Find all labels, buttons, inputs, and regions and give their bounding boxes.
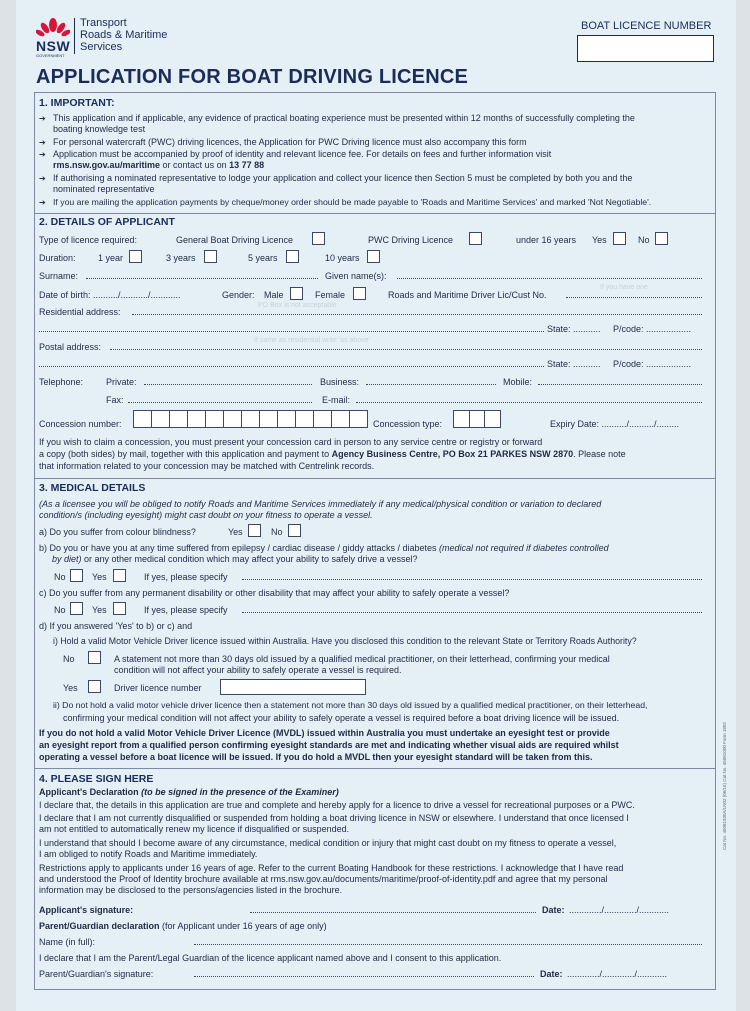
email-label: E-mail:	[322, 395, 351, 405]
medical-question-d-ii-2: confirming your medical condition will not affect your ability to safely operate a vessel is required before a boat driving licence will be issued.	[63, 713, 620, 723]
brand-line-3: Services	[80, 41, 123, 53]
general-licence-checkbox[interactable]	[312, 232, 325, 245]
arrow-icon: ➔	[39, 174, 46, 183]
under-16-no-label: No	[638, 235, 650, 245]
colour-blindness-yes-label: Yes	[228, 527, 243, 537]
brand-divider	[74, 18, 75, 54]
concession-type-label: Concession type:	[373, 419, 443, 429]
medical-question-b-2: by diet) or any other medical condition which may affect your ability to safely drive a vessel?	[52, 554, 418, 564]
driver-lic-cust-no-field[interactable]	[566, 290, 702, 298]
waratah-icon	[36, 18, 70, 40]
driver-licence-number-label: Driver licence number	[114, 683, 202, 693]
parent-guardian-heading: Parent/Guardian declaration (for Applicant under 16 years of age only)	[39, 921, 327, 931]
duration-10-years-label: 10 years	[325, 253, 360, 263]
brand-line-1: Transport	[80, 17, 127, 29]
medical-d-yes-checkbox[interactable]	[88, 680, 101, 693]
applicant-signature-label: Applicant's signature:	[39, 905, 134, 915]
medical-question-c: c) Do you suffer from any permanent disability or other disability that may affect your ability to safely operate a vessel?	[39, 588, 510, 598]
duration-5-years-checkbox[interactable]	[286, 250, 299, 263]
postal-address-label: Postal address:	[39, 342, 102, 352]
driver-licence-number-field[interactable]	[220, 679, 366, 695]
guardian-name-label: Name (in full):	[39, 937, 96, 947]
telephone-label: Telephone:	[39, 377, 84, 387]
concession-type-boxes[interactable]	[453, 410, 501, 428]
important-bullet-1-cont: boating knowledge test	[53, 124, 146, 134]
male-label: Male	[264, 290, 284, 300]
boat-licence-number-label: BOAT LICENCE NUMBER	[581, 20, 712, 32]
applicant-date-label: Date:	[542, 905, 565, 915]
medical-intro-2: condition/s (including eyesight) might cast doubt on your fitness to operate a vessel.	[39, 510, 373, 520]
surname-label: Surname:	[39, 271, 79, 281]
licence-type-label: Type of licence required:	[39, 235, 138, 245]
given-names-label: Given name(s):	[325, 271, 387, 281]
medical-c-yes-label: Yes	[92, 605, 107, 615]
concession-note-line-1: If you wish to claim a concession, you must present your concession card in person to any service centre or registry or forward	[39, 437, 543, 447]
applicant-declaration-heading: Applicant's Declaration (to be signed in the presence of the Examiner)	[39, 787, 339, 797]
arrow-icon: ➔	[39, 198, 46, 207]
under-16-yes-label: Yes	[592, 235, 607, 245]
medical-question-d: d) If you answered 'Yes' to b) or c) and	[39, 621, 193, 631]
declaration-paragraph-2b: am not entitled to automatically renew my licence if disqualified or suspended.	[39, 824, 350, 834]
guardian-date-field[interactable]: ............./............./............	[567, 969, 668, 979]
declaration-paragraph-1: I declare that, the details in this application are true and complete and hereby apply for a licence to drive a vessel for recreational purposes or a PWC.	[39, 800, 635, 810]
phone-number: 13 77 88	[229, 160, 265, 170]
fax-field[interactable]	[128, 395, 312, 403]
mobile-field[interactable]	[538, 377, 702, 385]
duration-3-years-checkbox[interactable]	[204, 250, 217, 263]
important-bullet-4: If authorising a nominated representative to lodge your application and collect your licence then Section 5 must be completed by both you and the	[53, 173, 633, 183]
medical-intro-1: (As a licensee you will be obliged to notify Roads and Maritime Services immediately if any medical/physical condition or variation to declared	[39, 499, 602, 509]
concession-expiry-field[interactable]: Expiry Date: ........../........../.........	[550, 419, 680, 429]
under-16-no-checkbox[interactable]	[655, 232, 668, 245]
business-phone-field[interactable]	[366, 377, 496, 385]
section-2-heading: 2. DETAILS OF APPLICANT	[39, 216, 175, 228]
concession-note-line-2: a copy (both sides) by mail, together with this application and payment to Agency Business Centre, PO Box 21 PARKES NSW 2870. Please note	[39, 449, 626, 459]
residential-address-label: Residential address:	[39, 307, 121, 317]
medical-statement-2: condition will not affect your ability to safely operate a vessel is required.	[114, 665, 402, 675]
postal-address-field[interactable]	[110, 342, 702, 350]
medical-question-b-1: b) Do you or have you at any time suffered from epilepsy / cardiac disease / giddy attacks / diabetes (medical not required if diabetes controlled	[39, 543, 609, 553]
eyesight-notice-1: If you do not hold a valid Motor Vehicle Driver Licence (MVDL) issued within Australia you must undertake an eyesight test or provide	[39, 728, 610, 738]
arrow-icon: ➔	[39, 150, 46, 159]
nsw-logo	[36, 18, 186, 58]
postal-hint: If same as residential write 'as above'	[254, 337, 370, 344]
residential-state-field[interactable]: State: ...........	[547, 324, 601, 334]
guardian-declaration: I declare that I am the Parent/Legal Guardian of the licence applicant named above and I consent to this application.	[39, 953, 502, 963]
concession-number-label: Concession number:	[39, 419, 122, 429]
declaration-paragraph-4c: information may be disclosed to the persons/agencies listed in the brochure.	[39, 885, 343, 895]
medical-d-no-checkbox[interactable]	[88, 651, 101, 664]
rms-link[interactable]: rms.nsw.gov.au/maritime	[53, 160, 161, 170]
applicant-signature-field[interactable]	[250, 905, 536, 913]
eyesight-notice-3: operating a vessel before a boat licence will be issued. If you do hold a MVDL then your eyesight standard will be taken from this.	[39, 752, 593, 762]
important-bullet-3-cont: rms.nsw.gov.au/maritime or contact us on 13 77 88	[53, 160, 265, 170]
driver-lic-cust-no-label: Roads and Maritime Driver Lic/Cust No.	[388, 290, 547, 300]
driver-lic-hint: If you have one	[600, 284, 648, 291]
medical-d-yes-label: Yes	[63, 683, 78, 693]
eyesight-notice-2: an eyesight report from a qualified person confirming eyesight standards are met and indicating whether visual aids are required whilst	[39, 740, 619, 750]
residential-address-line-2[interactable]	[39, 324, 544, 332]
duration-label: Duration:	[39, 253, 76, 263]
medical-b-specify-label: If yes, please specify	[144, 572, 228, 582]
fax-label: Fax:	[106, 395, 124, 405]
postal-state-field[interactable]: State: ...........	[547, 359, 601, 369]
medical-question-d-i: i) Hold a valid Motor Vehicle Driver licence issued within Australia. Have you disclosed this condition to the relevant State or Territory Roads Authority?	[53, 636, 637, 646]
medical-c-specify-field[interactable]	[242, 605, 702, 613]
duration-1-year-label: 1 year	[98, 253, 124, 263]
colour-blindness-question: a) Do you suffer from colour blindness?	[39, 527, 196, 537]
gender-label: Gender:	[222, 290, 255, 300]
application-form-page	[16, 0, 736, 1011]
pwc-licence-label: PWC Driving Licence	[368, 235, 454, 245]
page-title: APPLICATION FOR BOAT DRIVING LICENCE	[36, 66, 469, 88]
declaration-paragraph-4b: and understood the Proof of Identity brochure available at rms.nsw.gov.au/documents/maritime/proof-of-identity.pdf and agree that my personal	[39, 874, 608, 884]
boat-licence-number-field[interactable]	[577, 35, 714, 62]
colour-blindness-no-label: No	[271, 527, 283, 537]
duration-3-years-label: 3 years	[166, 253, 196, 263]
under-16-yes-checkbox[interactable]	[613, 232, 626, 245]
important-bullet-2: For personal watercraft (PWC) driving licences, the Application for PWC Driving licence must also accompany this form	[53, 137, 527, 147]
duration-1-year-checkbox[interactable]	[129, 250, 142, 263]
section-divider	[34, 213, 716, 214]
applicant-date-field[interactable]: ............./............./............	[569, 905, 670, 915]
mobile-label: Mobile:	[503, 377, 533, 387]
section-4-heading: 4. PLEASE SIGN HERE	[39, 773, 154, 785]
declaration-paragraph-3b: I am obliged to notify Roads and Maritime immediately.	[39, 849, 258, 859]
arrow-icon: ➔	[39, 138, 46, 147]
medical-statement-1: A statement not more than 30 days old issued by a qualified medical practitioner, on their letterhead, confirming your medical	[114, 654, 610, 664]
medical-c-no-label: No	[54, 605, 66, 615]
medical-c-no-checkbox[interactable]	[70, 602, 83, 615]
residential-address-field[interactable]	[132, 307, 702, 315]
declaration-paragraph-4a: Restrictions apply to applicants under 16 years of age. Refer to the current Boating Handbook for these restrictions. I acknowledge that I have read	[39, 863, 624, 873]
postal-address-line-2[interactable]	[39, 359, 544, 367]
medical-b-no-checkbox[interactable]	[70, 569, 83, 582]
postal-postcode-field[interactable]: P/code: ..................	[613, 359, 692, 369]
important-bullet-3: Application must be accompanied by proof of identity and relevant licence fee. For details on fees and further information visit	[53, 149, 552, 159]
concession-number-boxes[interactable]	[133, 410, 368, 428]
nsw-wordmark: NSW	[36, 38, 71, 54]
given-names-field[interactable]	[397, 271, 702, 279]
catalogue-number: Cat No. 45081930A/LN02 (06/16) Cat No. 45081000 Form 1802	[722, 722, 727, 850]
general-licence-label: General Boat Driving Licence	[176, 235, 294, 245]
agency-address: Agency Business Centre, PO Box 21 PARKES NSW 2870	[331, 449, 574, 459]
date-of-birth-field[interactable]: Date of birth: ........../.........../............	[39, 290, 181, 300]
important-bullet-5: If you are mailing the application payments by cheque/money order should be made payable to 'Roads and Maritime Services' and marked 'Not Negotiable'.	[53, 197, 652, 207]
under-16-label: under 16 years	[516, 235, 577, 245]
important-bullet-4-cont: nominated representative	[53, 184, 155, 194]
female-checkbox[interactable]	[353, 287, 366, 300]
guardian-signature-field[interactable]	[194, 969, 534, 977]
residential-hint: PO Box is not acceptable	[258, 302, 337, 309]
male-checkbox[interactable]	[290, 287, 303, 300]
email-field[interactable]	[356, 395, 702, 403]
pwc-licence-checkbox[interactable]	[469, 232, 482, 245]
important-bullet-1: This application and if applicable, any evidence of practical boating experience must be presented within 12 months of successfully completing the	[53, 113, 635, 123]
colour-blindness-yes-checkbox[interactable]	[248, 524, 261, 537]
guardian-name-field[interactable]	[194, 937, 702, 945]
medical-c-yes-checkbox[interactable]	[113, 602, 126, 615]
medical-b-specify-field[interactable]	[242, 572, 702, 580]
private-phone-label: Private:	[106, 377, 137, 387]
medical-d-no-label: No	[63, 654, 75, 664]
brand-line-2: Roads & Maritime	[80, 29, 168, 41]
declaration-paragraph-2a: I declare that I am not currently disqualified or suspended from holding a boat driving licence in NSW or elsewhere. I understand that once licensed I	[39, 813, 629, 823]
surname-field[interactable]	[86, 271, 318, 279]
declaration-paragraph-3a: I understand that should I become aware of any circumstance, medical condition or injury that might cast doubt on my fitness to operate a vessel,	[39, 838, 617, 848]
concession-note-line-3: that information related to your concession may be matched with Centrelink records.	[39, 461, 375, 471]
guardian-signature-label: Parent/Guardian's signature:	[39, 969, 154, 979]
colour-blindness-no-checkbox[interactable]	[288, 524, 301, 537]
medical-b-yes-checkbox[interactable]	[113, 569, 126, 582]
business-phone-label: Business:	[320, 377, 360, 387]
arrow-icon: ➔	[39, 114, 46, 123]
female-label: Female	[315, 290, 346, 300]
residential-postcode-field[interactable]: P/code: ..................	[613, 324, 692, 334]
government-label: GOVERNMENT	[36, 53, 65, 58]
medical-b-no-label: No	[54, 572, 66, 582]
medical-question-d-ii-1: ii) Do not hold a valid motor vehicle driver licence then a statement not more than 30 days old issued by a qualified medical practitioner, on their letterhead,	[53, 700, 648, 710]
duration-5-years-label: 5 years	[248, 253, 278, 263]
duration-10-years-checkbox[interactable]	[367, 250, 380, 263]
section-divider	[34, 768, 716, 769]
section-1-heading: 1. IMPORTANT:	[39, 97, 115, 109]
section-divider	[34, 478, 716, 479]
guardian-date-label: Date:	[540, 969, 563, 979]
section-3-heading: 3. MEDICAL DETAILS	[39, 482, 146, 494]
private-phone-field[interactable]	[144, 377, 312, 385]
medical-b-yes-label: Yes	[92, 572, 107, 582]
medical-c-specify-label: If yes, please specify	[144, 605, 228, 615]
